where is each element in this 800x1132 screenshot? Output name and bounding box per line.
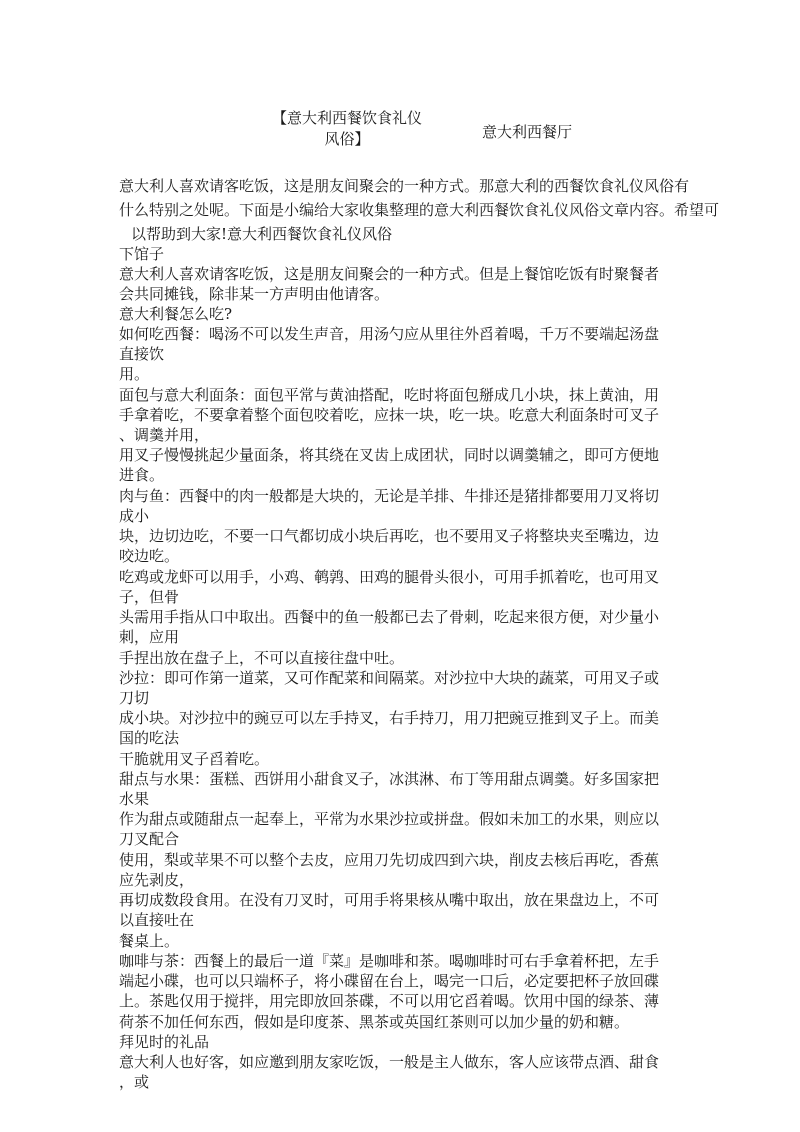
body-line: 什么特别之处呢。下面是小编给大家收集整理的意大利西餐饮食礼仪风俗文章内容。希望可 xyxy=(119,201,720,219)
body-line: 下馆子 xyxy=(119,245,165,263)
body-line: 拜见时的礼品 xyxy=(119,1033,210,1051)
body-line: 子，但骨 xyxy=(119,588,180,606)
body-line: 咬边吃。 xyxy=(119,547,180,565)
body-line: 意大利餐怎么吃? xyxy=(119,305,233,323)
document-title-line-1: 【意大利西餐饮食礼仪 xyxy=(271,109,422,127)
body-line: 块，边切边吃，不要一口气都切成小块后再吃，也不要用叉子将整块夹至嘴边，边 xyxy=(119,527,660,545)
document-title xyxy=(262,108,432,150)
body-line: 刀叉配合 xyxy=(119,830,180,848)
body-line: 会共同摊钱，除非某一方声明由他请客。 xyxy=(119,285,390,303)
body-line: 以直接吐在 xyxy=(119,911,195,929)
body-line: 国的吃法 xyxy=(119,729,180,747)
body-line: 意大利人喜欢请客吃饭，这是朋友间聚会的一种方式。那意大利的西餐饮食礼仪风俗有 xyxy=(119,177,690,195)
body-line: 手捏出放在盘子上，不可以直接往盘中吐。 xyxy=(119,649,405,667)
body-line: 用。 xyxy=(119,365,150,383)
body-line: 端起小碟，也可以只端杯子，将小碟留在台上，喝完一口后，必定要把杯子放回碟 xyxy=(119,972,660,990)
body-line: 成小块。对沙拉中的豌豆可以左手持叉，右手持刀，用刀把豌豆推到叉子上。而美 xyxy=(119,709,660,727)
body-line: 刺，应用 xyxy=(119,628,180,646)
body-line: 刀切 xyxy=(119,689,150,707)
body-line: ，或 xyxy=(119,1073,150,1091)
body-line: 成小 xyxy=(119,507,150,525)
document-subtitle: 意大利西餐厅 xyxy=(482,123,573,141)
document-title-line-2: 风俗】 xyxy=(324,130,370,148)
body-line: 甜点与水果：蛋糕、西饼用小甜食叉子，冰淇淋、布丁等用甜点调羹。好多国家把 xyxy=(119,770,660,788)
body-line: 作为甜点或随甜点一起奉上，平常为水果沙拉或拼盘。假如未加工的水果，则应以 xyxy=(119,810,660,828)
body-line: 、调羹并用， xyxy=(119,426,210,444)
body-line: 荷茶不加任何东西，假如是印度茶、黑茶或英国红茶则可以加少量的奶和糖。 xyxy=(119,1013,630,1031)
body-line: 吃鸡或龙虾可以用手，小鸡、鹌鹑、田鸡的腿骨头很小，可用手抓着吃，也可用叉 xyxy=(119,568,660,586)
body-line: 肉与鱼：西餐中的肉一般都是大块的，无论是羊排、牛排还是猪排都要用刀叉将切 xyxy=(119,487,660,505)
body-line: 面包与意大利面条：面包平常与黄油搭配，吃时将面包掰成几小块，抹上黄油，用 xyxy=(119,386,660,404)
body-line: 意大利人喜欢请客吃饭，这是朋友间聚会的一种方式。但是上餐馆吃饭有时聚餐者 xyxy=(119,265,660,283)
body-line: 再切成数段食用。在没有刀叉时，可用手将果核从嘴中取出，放在果盘边上，不可 xyxy=(119,891,660,909)
body-line: 干脆就用叉子舀着吃。 xyxy=(119,750,270,768)
body-line: 直接饮 xyxy=(119,345,165,363)
body-line: 使用，梨或苹果不可以整个去皮，应用刀先切成四到六块，削皮去核后再吃，香蕉 xyxy=(119,851,660,869)
body-line: 水果 xyxy=(119,790,150,808)
body-line: 餐桌上。 xyxy=(119,932,180,950)
body-line: 头需用手指从口中取出。西餐中的鱼一般都已去了骨刺，吃起来很方便，对少量小 xyxy=(119,608,660,626)
body-line: 用叉子慢慢挑起少量面条，将其绕在叉齿上成团状，同时以调羹辅之，即可方便地 xyxy=(119,446,660,464)
body-line: 应先剥皮， xyxy=(119,871,195,889)
body-line: 进食。 xyxy=(119,466,165,484)
body-line: 如何吃西餐：喝汤不可以发生声音，用汤勺应从里往外舀着喝，千万不要端起汤盘 xyxy=(119,325,660,343)
body-line: 手拿着吃，不要拿着整个面包咬着吃，应抹一块，吃一块。吃意大利面条时可叉子 xyxy=(119,406,660,424)
body-line: 沙拉：即可作第一道菜，又可作配菜和间隔菜。对沙拉中大块的蔬菜，可用叉子或 xyxy=(119,669,660,687)
body-line: 以帮助到大家!意大利西餐饮食礼仪风俗 xyxy=(131,225,393,243)
body-line: 上。茶匙仅用于搅拌，用完即放回茶碟，不可以用它舀着喝。饮用中国的绿茶、薄 xyxy=(119,992,660,1010)
body-line: 咖啡与茶：西餐上的最后一道『菜』是咖啡和茶。喝咖啡时可右手拿着杯把，左手 xyxy=(119,952,660,970)
body-line: 意大利人也好客，如应邀到朋友家吃饭，一般是主人做东，客人应该带点酒、甜食 xyxy=(119,1053,660,1071)
